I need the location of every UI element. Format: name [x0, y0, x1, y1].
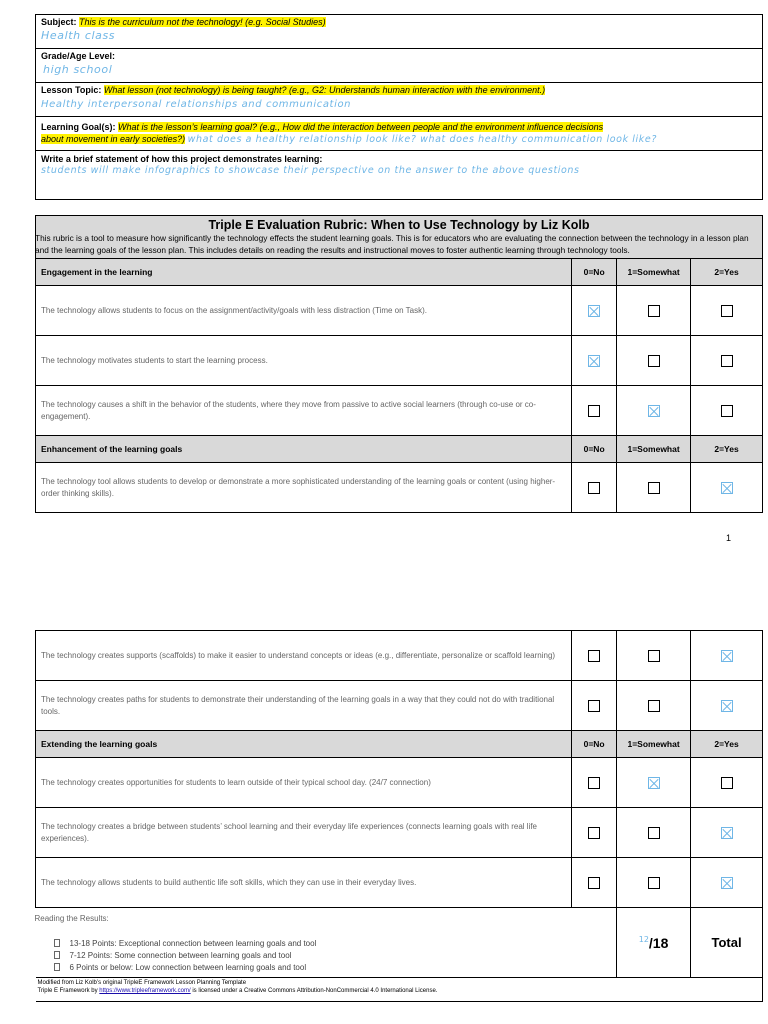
- rating-cell-no: [572, 336, 617, 386]
- rating-cell-yes: [691, 336, 763, 386]
- rating-cell-no: [572, 808, 617, 858]
- goal-prompt-line1: What is the lesson’s learning goal? (e.g., How did the interaction between people and the environment influence decisions: [118, 122, 604, 132]
- criterion-text: The technology tool allows students to develop or demonstrate a more sophisticated understanding of the learning goals or content (using higher-order thinking skills).: [36, 463, 572, 513]
- rating-cell-yes: [691, 808, 763, 858]
- rating-cell-yes: [691, 681, 763, 731]
- col-no: 0=No: [572, 259, 617, 286]
- enhancement-heading: Enhancement of the learning goals: [36, 436, 572, 463]
- extending-header: [36, 731, 763, 758]
- rating-cell-somewhat: [617, 386, 691, 436]
- footer-line2: Triple E Framework by https://www.tripleeframework.com/ is licensed under a Creative Commons Attribution-NonCommercial 4.0 International License.: [37, 988, 438, 994]
- rating-cell-somewhat: [617, 631, 691, 681]
- rating-cell-no: [572, 286, 617, 336]
- checkbox[interactable]: [721, 777, 733, 789]
- checkbox[interactable]: [648, 305, 660, 317]
- statement-label: Write a brief statement of how this project demonstrates learning:: [41, 154, 323, 164]
- rating-cell-yes: [691, 631, 763, 681]
- goal-row: [36, 117, 762, 151]
- checkbox[interactable]: [721, 355, 733, 367]
- engagement-header: [36, 259, 763, 286]
- subject-row: Subject: This is the curriculum not the technology! (e.g. Social Studies) Health class: [36, 15, 762, 49]
- rubric-table-page1: [35, 215, 763, 513]
- checkbox[interactable]: [588, 827, 600, 839]
- footer-link[interactable]: https://www.tripleeframework.com/: [99, 988, 191, 994]
- goal-answer[interactable]: what does a healthy relationship look like? what does healthy communication look like?: [187, 134, 657, 145]
- score-cell[interactable]: [617, 908, 691, 978]
- topic-label: Lesson Topic:: [41, 85, 102, 95]
- statement-answer[interactable]: students will make infographics to showcase their perspective on the answer to the above questions: [41, 165, 580, 176]
- results-item: 13-18 Points: Exceptional connection between learning goals and tool: [54, 938, 617, 950]
- col-somewhat: 1=Somewhat: [617, 731, 691, 758]
- rubric-description: This rubric is a tool to measure how significantly the technology effects the student learning goals. This is for educators who are evaluating the connection between the technology in a lesson plan and the learning goals of the lesson plan. This includes details on reading the results and instructional moves to foster authentic learning through technology tools.: [35, 233, 749, 255]
- rating-cell-yes: [691, 463, 763, 513]
- rubric-title: Triple E Evaluation Rubric: When to Use Technology by Liz Kolb: [208, 218, 590, 232]
- criterion-row: [36, 631, 763, 681]
- criterion-row: [36, 286, 763, 336]
- col-no: 0=No: [572, 436, 617, 463]
- page-number: 1: [726, 533, 732, 543]
- checkbox[interactable]: [588, 777, 600, 789]
- results-item: 6 Points or below: Low connection between learning goals and tool: [54, 962, 617, 974]
- rating-cell-yes: [691, 286, 763, 336]
- checkbox[interactable]: [721, 305, 733, 317]
- bullet-icon: [54, 951, 60, 959]
- goal-prompt-line2: about movement in early societies?): [41, 134, 186, 144]
- criterion-row: [36, 386, 763, 436]
- checked-checkbox[interactable]: [588, 355, 600, 367]
- rating-cell-somewhat: [617, 286, 691, 336]
- results-label: Reading the Results:: [34, 914, 109, 923]
- results-list: [54, 938, 617, 974]
- rubric-table-page2: [35, 630, 763, 1002]
- checked-checkbox[interactable]: [721, 827, 733, 839]
- checkbox[interactable]: [588, 700, 600, 712]
- statement-row: [36, 151, 762, 199]
- rating-cell-no: [572, 858, 617, 908]
- criterion-text: The technology creates supports (scaffolds) to make it easier to understand concepts or ideas (e.g., differentiate, personalize or scaffold learning): [36, 631, 572, 681]
- checkbox[interactable]: [648, 355, 660, 367]
- rating-cell-somewhat: [617, 758, 691, 808]
- col-yes: 2=Yes: [691, 259, 763, 286]
- criterion-row: [36, 858, 763, 908]
- checkbox[interactable]: [721, 405, 733, 417]
- criterion-text: The technology causes a shift in the behavior of the students, where they move from passive to active social learners (through co-use or co-engagement).: [36, 386, 572, 436]
- topic-prompt: What lesson (not technology) is being taught? (e.g., G2: Understands human interaction with the environment.): [103, 85, 546, 95]
- rating-cell-yes: [691, 386, 763, 436]
- criterion-text: The technology creates a bridge between students’ school learning and their everyday life experiences (connects learning goals with real life experiences).: [36, 808, 572, 858]
- checkbox[interactable]: [648, 877, 660, 889]
- goal-label: Learning Goal(s):: [41, 122, 116, 132]
- criterion-text: The technology creates opportunities for students to learn outside of their typical school day. (24/7 connection): [36, 758, 572, 808]
- col-no: 0=No: [572, 731, 617, 758]
- col-somewhat: 1=Somewhat: [617, 436, 691, 463]
- rating-cell-no: [572, 463, 617, 513]
- criterion-row: [36, 758, 763, 808]
- footer-line1: Modified from Liz Kolb’s original TripleE Framework Lesson Planning Template: [37, 980, 247, 986]
- grade-answer[interactable]: high school: [43, 63, 113, 76]
- grade-row: [36, 49, 762, 83]
- footer-row: [36, 978, 763, 1002]
- footer: [36, 978, 763, 1002]
- engagement-heading: Engagement in the learning: [36, 259, 572, 286]
- rating-cell-yes: [691, 858, 763, 908]
- bullet-icon: [54, 939, 60, 947]
- rating-cell-no: [572, 758, 617, 808]
- score-value[interactable]: 12: [638, 934, 649, 944]
- checked-checkbox[interactable]: [721, 700, 733, 712]
- score-max: /18: [648, 934, 669, 951]
- grade-label: Grade/Age Level:: [41, 51, 116, 61]
- criterion-row: [36, 681, 763, 731]
- topic-row: [36, 83, 762, 117]
- bullet-icon: [54, 963, 60, 971]
- criterion-text: The technology motivates students to start the learning process.: [36, 336, 572, 386]
- subject-prompt: This is the curriculum not the technology! (e.g. Social Studies): [79, 17, 326, 27]
- checked-checkbox[interactable]: [721, 650, 733, 662]
- topic-answer[interactable]: Healthy interpersonal relationships and communication: [41, 99, 352, 110]
- subject-label: Subject: [41, 17, 74, 27]
- rubric-header: [36, 216, 763, 259]
- total-label: Total: [691, 908, 763, 978]
- criterion-row: [36, 463, 763, 513]
- rating-cell-somewhat: [617, 681, 691, 731]
- rating-cell-yes: [691, 758, 763, 808]
- checkbox[interactable]: [588, 405, 600, 417]
- col-somewhat: 1=Somewhat: [617, 259, 691, 286]
- checked-checkbox[interactable]: [588, 305, 600, 317]
- checkbox[interactable]: [648, 827, 660, 839]
- subject-answer[interactable]: Health class: [41, 29, 116, 42]
- checkbox[interactable]: [588, 650, 600, 662]
- col-yes: 2=Yes: [691, 436, 763, 463]
- lesson-info: [35, 14, 763, 200]
- results-guide: [36, 908, 617, 978]
- results-item: 7-12 Points: Some connection between learning goals and tool: [54, 950, 617, 962]
- rating-cell-no: [572, 631, 617, 681]
- checked-checkbox[interactable]: [648, 405, 660, 417]
- rating-cell-somewhat: [617, 808, 691, 858]
- rating-cell-somewhat: [617, 463, 691, 513]
- checked-checkbox[interactable]: [721, 877, 733, 889]
- checkbox[interactable]: [588, 877, 600, 889]
- enhancement-header: [36, 436, 763, 463]
- rating-cell-somewhat: [617, 336, 691, 386]
- checkbox[interactable]: [588, 482, 600, 494]
- checked-checkbox[interactable]: [648, 777, 660, 789]
- criterion-text: The technology allows students to focus on the assignment/activity/goals with less distraction (Time on Task).: [36, 286, 572, 336]
- criterion-text: The technology allows students to build authentic life soft skills, which they can use in their everyday lives.: [36, 858, 572, 908]
- results-row: [36, 908, 763, 978]
- checkbox[interactable]: [648, 650, 660, 662]
- extending-heading: Extending the learning goals: [36, 731, 572, 758]
- criterion-row: [36, 336, 763, 386]
- criterion-text: The technology creates paths for students to demonstrate their understanding of the learning goals in a way that they could not do with traditional tools.: [36, 681, 572, 731]
- checkbox[interactable]: [648, 482, 660, 494]
- checked-checkbox[interactable]: [721, 482, 733, 494]
- rating-cell-no: [572, 386, 617, 436]
- criterion-row: [36, 808, 763, 858]
- rating-cell-no: [572, 681, 617, 731]
- col-yes: 2=Yes: [691, 731, 763, 758]
- rating-cell-somewhat: [617, 858, 691, 908]
- checkbox[interactable]: [648, 700, 660, 712]
